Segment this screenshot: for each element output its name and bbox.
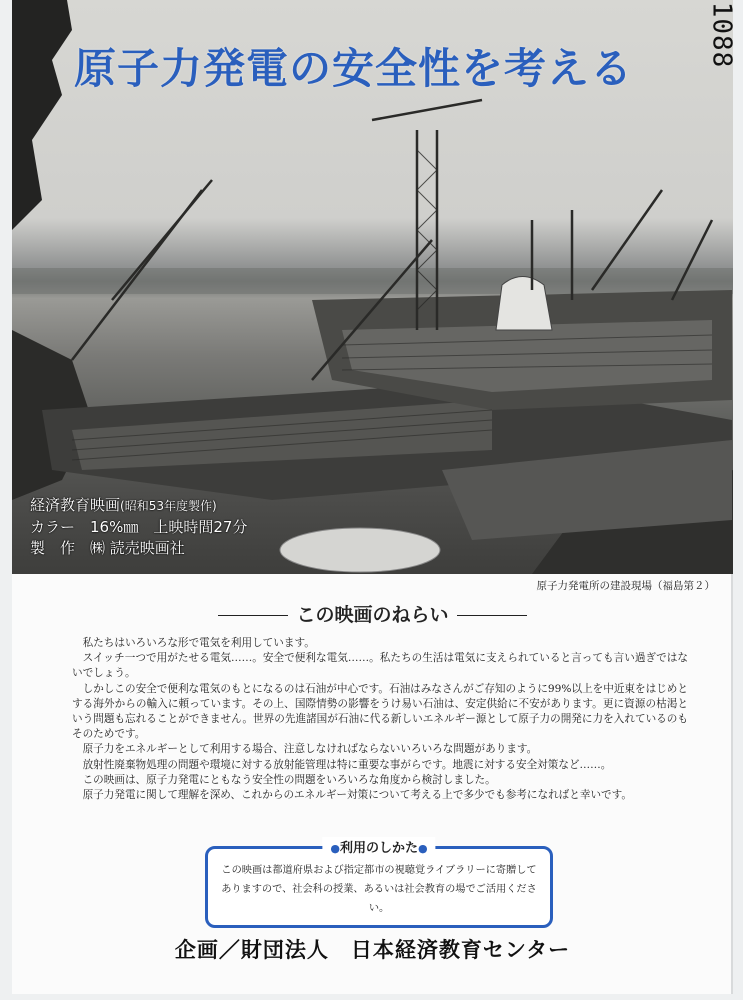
section-heading-text: この映画のねらい (296, 604, 449, 626)
paragraph: 私たちはいろいろな形で電気を利用しています。 (82, 637, 315, 649)
page-title: 原子力発電の安全性を考える (74, 44, 634, 93)
body-text (72, 636, 688, 803)
film-info (30, 495, 247, 559)
section-heading (12, 600, 733, 627)
paragraph: 放射性廃棄物処理の問題や環境に対する放射能管理は特に重要な事がらです。地震に対する安全対策など……。 (82, 758, 612, 771)
usage-title (322, 837, 435, 856)
photo-caption: 原子力発電所の建設現場（福島第２） (536, 580, 715, 592)
paragraph: この映画は、原子力発電にともなう安全性の問題をいろいろな角度から検討しました。 (82, 773, 496, 786)
film-category: 経済教育映画 (30, 496, 121, 514)
heading-rule-left (218, 615, 288, 616)
heading-rule-right (457, 615, 527, 616)
paragraph: しかしこの安全で便利な電気のもとになるのは石油が中心です。石油はみなさんがご存知のように99%以上を中近東をはじめとする海外からの輸入に頼っています。その上、国際情勢の影響をうけ易い石油は、安定供給に不安があります。更に資源の枯渇という問題も忘れることができません。世界の先進諸国が石油に代る新しいエネルギー源として原子力の開発に力を入れているのもそのためです。 (72, 682, 688, 741)
paragraph: スイッチ一つで用がたせる電気……。安全で便利な電気……。私たちの生活は電気に支えられていると言っても言い過ぎではないでしょう。 (72, 652, 688, 680)
construction-photo (12, 0, 737, 574)
bullet-icon: ● (418, 842, 428, 855)
production-year-note: (昭和53年度製作) (120, 499, 217, 513)
bullet-icon: ● (330, 842, 340, 855)
film-info-line-1 (30, 495, 247, 517)
film-info-line-2: カラー 16%㎜ 上映時間27分 (30, 518, 248, 536)
producer-credit: 企画／財団法人 日本経済教育センター (174, 938, 571, 962)
usage-title-text: 利用のしかた (339, 841, 419, 856)
handwritten-number: 1088 (706, 1, 737, 69)
paragraph: 原子力発電に関して理解を深め、これからのエネルギー対策について考える上で多少でも参考になればと幸いです。 (82, 789, 632, 802)
usage-text: この映画は都道府県および指定都市の視聴覚ライブラリーに寄贈してありますので、社会科の授業、あるいは社会教育の場でご活用ください。 (221, 865, 537, 914)
film-info-line-3: 製 作 ㈱ 読売映画社 (30, 539, 185, 557)
paragraph: 原子力をエネルギーとして利用する場合、注意しなければならないいろいろな問題があります。 (82, 743, 538, 756)
flyer-page (12, 0, 737, 994)
usage-box (205, 841, 553, 928)
